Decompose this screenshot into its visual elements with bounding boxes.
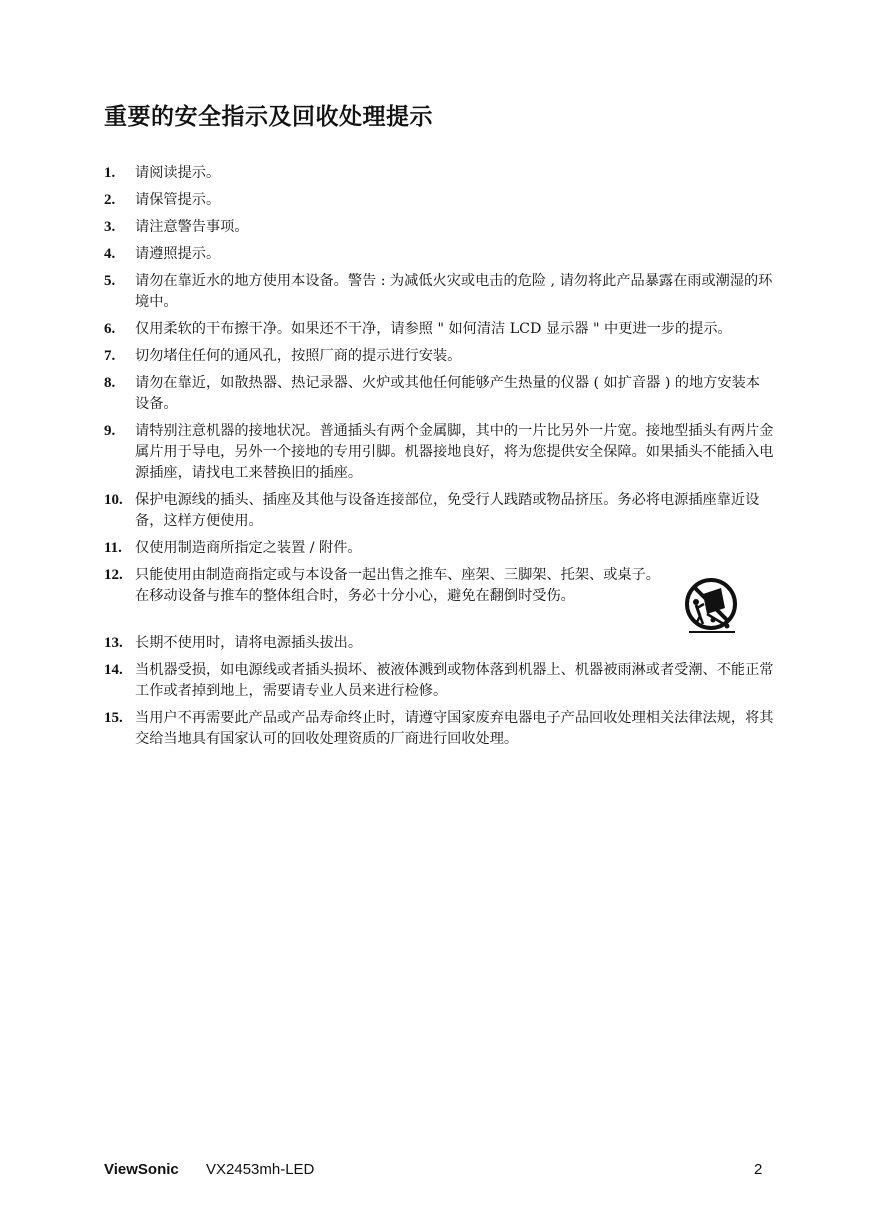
- footer-model: VX2453mh-LED: [206, 1161, 315, 1178]
- item-text: 长期不使用时，请将电源插头拔出。: [135, 635, 363, 651]
- cart-tip-over-warning-icon: [683, 574, 741, 636]
- list-item: [104, 271, 774, 313]
- footer-brand: ViewSonic: [104, 1161, 179, 1178]
- list-item: [104, 244, 774, 265]
- list-item: [104, 319, 774, 340]
- item-text: 请勿在靠近水的地方使用本设备。警告 : 为减低火灾或电击的危险 , 请勿将此产品暴露在雨或潮湿的环境中。: [135, 273, 773, 310]
- list-item: [104, 660, 774, 702]
- item-text: 请勿在靠近，如散热器、热记录器、火炉或其他任何能够产生热量的仪器 ( 如扩音器 ) 的地方安装本设备。: [135, 375, 760, 412]
- page-number: 2: [754, 1161, 763, 1178]
- item-number: 3.: [104, 219, 116, 235]
- list-item: [104, 190, 774, 211]
- list-item: [104, 217, 774, 238]
- item-text: 请遵照提示。: [135, 246, 221, 262]
- item-text: 请保管提示。: [135, 192, 221, 208]
- item-number: 7.: [104, 348, 116, 364]
- item-text: 只能使用由制造商指定或与本设备一起出售之推车、座架、三脚架、托架、或桌子。在移动设备与推车的整体组合时，务必十分小心，避免在翻倒时受伤。: [135, 567, 660, 604]
- item-text: 保护电源线的插头、插座及其他与设备连接部位，免受行人践踏或物品挤压。务必将电源插座靠近设备，这样方便使用。: [135, 492, 760, 529]
- item-text: 请特别注意机器的接地状况。普通插头有两个金属脚，其中的一片比另外一片宽。接地型插头有两片金属片用于导电，另外一个接地的专用引脚。机器接地良好，将为您提供安全保障。如果插头不能插入电源插座，请找电工来替换旧的插座。: [135, 423, 774, 481]
- item-text: 当机器受损，如电源线或者插头损坏、被液体溅到或物体落到机器上、机器被雨淋或者受潮、不能正常工作或者掉到地上，需要请专业人员来进行检修。: [135, 662, 774, 699]
- list-item: [104, 373, 774, 415]
- item-text: 仅使用制造商所指定之装置 / 附件。: [135, 540, 362, 556]
- list-item: [104, 633, 774, 654]
- item-number: 6.: [104, 321, 116, 337]
- list-item: [104, 708, 774, 750]
- item-number: 8.: [104, 375, 116, 391]
- item-number: 15.: [104, 710, 123, 726]
- item-number: 1.: [104, 165, 116, 181]
- item-text: 请阅读提示。: [135, 165, 221, 181]
- item-number: 11.: [104, 540, 122, 556]
- item-text: 仅用柔软的干布擦干净。如果还不干净，请参照 " 如何清洁 LCD 显示器 " 中更进一步的提示。: [135, 321, 732, 337]
- list-item: [104, 421, 774, 484]
- item-number: 5.: [104, 273, 116, 289]
- item-number: 12.: [104, 567, 123, 583]
- item-text: 切勿堵住任何的通风孔，按照厂商的提示进行安装。: [135, 348, 462, 364]
- safety-instructions-list: [104, 163, 774, 756]
- item-text: 当用户不再需要此产品或产品寿命终止时，请遵守国家废弃电器电子产品回收处理相关法律法规，将其交给当地具有国家认可的回收处理资质的厂商进行回收处理。: [135, 710, 774, 747]
- list-item: [104, 490, 774, 532]
- item-number: 10.: [104, 492, 123, 508]
- item-number: 9.: [104, 423, 116, 439]
- list-item: [104, 163, 774, 184]
- item-text: 请注意警告事项。: [135, 219, 249, 235]
- item-number: 13.: [104, 635, 123, 651]
- item-number: 4.: [104, 246, 116, 262]
- list-item: [104, 538, 774, 559]
- list-item: [104, 565, 774, 631]
- page-title: 重要的安全指示及回收处理提示: [104, 104, 433, 130]
- item-number: 14.: [104, 662, 123, 678]
- item-number: 2.: [104, 192, 116, 208]
- list-item: [104, 346, 774, 367]
